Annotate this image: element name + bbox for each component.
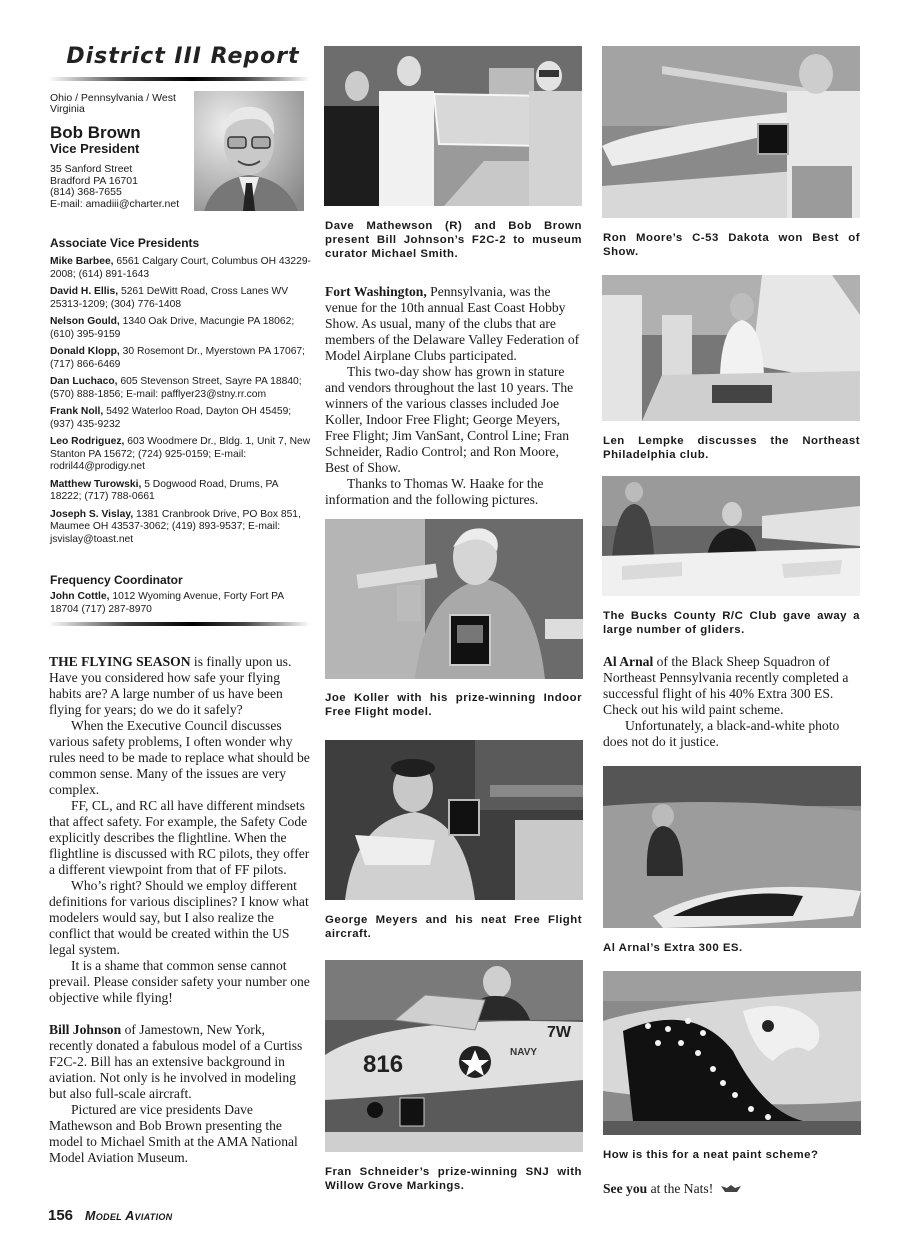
extra-300-photo: [603, 766, 861, 928]
lead-in: THE FLYING SEASON: [49, 654, 191, 669]
associate-entry: [50, 286, 312, 311]
associate-name: Donald Klopp,: [50, 346, 120, 357]
associate-entry: [50, 436, 312, 474]
caption: Al Arnal’s Extra 300 ES.: [603, 942, 743, 954]
vp-region: Ohio / Pennsylvania / West Virginia: [50, 92, 176, 115]
lead-in: Fort Washington,: [325, 284, 427, 299]
associate-name: Leo Rodriguez,: [50, 436, 125, 447]
george-meyers-photo: [325, 740, 583, 900]
paragraph: Pictured are vice presidents Dave Mathewson and Bob Brown presenting the model to Michael Smith at the AMA National Model Aviation Museum.: [49, 1102, 298, 1165]
vp-name: Bob Brown: [50, 123, 141, 142]
paragraph: Unfortunately, a black-and-white photo does not do it justice.: [603, 718, 840, 749]
paragraph: Who’s right? Should we employ different definitions for various disciplines? I know what modelers would say, but I also realize the conflict that would be created within the US legal system.: [49, 878, 309, 957]
frequency-name: John Cottle,: [50, 591, 110, 602]
lead-in: Bill Johnson: [49, 1022, 122, 1037]
associate-details: 6561 Calgary Court, Columbus OH 43229-2008; (614) 891-1643: [50, 256, 311, 280]
closing-text: at the Nats!: [647, 1181, 714, 1196]
associate-details: 5261 DeWitt Road, Cross Lanes WV 25313-1209; (304) 776-1408: [50, 286, 289, 310]
column3-article: [603, 654, 861, 750]
associate-name: Mike Barbee,: [50, 256, 114, 267]
paragraph: Thanks to Thomas W. Haake for the information and the following pictures.: [325, 476, 544, 507]
snj-model-photo: [325, 960, 583, 1152]
associates-list: [50, 256, 312, 551]
paragraph: When the Executive Council discusses various safety problems, I often wonder why rules need to be made to replace what should be common sense. Many of the issues are very complex.: [49, 718, 310, 797]
frequency-entry: [50, 591, 312, 616]
caption: Joe Koller with his prize-winning Indoor Free Flight model.: [325, 692, 582, 718]
page-title: District III Report: [66, 44, 300, 69]
column2-article: [325, 284, 583, 508]
caption: How is this for a neat paint scheme?: [603, 1149, 819, 1161]
associate-entry: [50, 256, 312, 281]
closing-lead: See you: [603, 1181, 648, 1196]
header-divider: [48, 77, 310, 81]
associate-name: Dan Luchaco,: [50, 376, 118, 387]
paragraph: [325, 284, 583, 364]
len-lempke-photo: [602, 275, 860, 421]
vp-portrait-photo: [194, 91, 304, 211]
associate-details: 5 Dogwood Road, Drums, PA 18222; (717) 788-0661: [50, 478, 278, 502]
vp-email: E-mail: amadiii@charter.net: [50, 197, 180, 210]
lead-in: Al Arnal: [603, 654, 654, 669]
svg-text:NAVY: NAVY: [510, 1047, 538, 1058]
associate-details: 5492 Waterloo Road, Dayton OH 45459; (937) 435-9232: [50, 406, 292, 430]
svg-text:816: 816: [363, 1051, 404, 1078]
associate-details: 1340 Oak Drive, Macungie PA 18062; (610) 395-9159: [50, 316, 295, 340]
associate-entry: [50, 316, 312, 341]
closing-line: [603, 1181, 861, 1198]
page-number: 156: [48, 1207, 74, 1224]
caption: Ron Moore’s C-53 Dakota won Best of Show.: [603, 232, 860, 258]
associate-name: Nelson Gould,: [50, 316, 120, 327]
associate-name: David H. Ellis,: [50, 286, 119, 297]
frequency-heading: Frequency Coordinator: [50, 573, 183, 587]
vp-phone: (814) 368-7655: [50, 186, 122, 198]
associate-name: Matthew Turowski,: [50, 478, 142, 490]
vp-street: 35 Sanford Street: [50, 163, 133, 175]
paragraph-text: Pennsylvania, was the venue for the 10th annual East Coast Hobby Show. As usual, many of the clubs that are members of the Delaware Valley Federation of Model Airplane Clubs participated.: [325, 284, 580, 363]
associate-details: 1381 Cranbrook Drive, PO Box 851, Maumee OH 43537-3062; (419) 893-9537; E-mail: jsvislay@toast.net: [50, 508, 301, 545]
svg-text:7W: 7W: [547, 1024, 571, 1041]
caption: George Meyers and his neat Free Flight aircraft.: [325, 914, 582, 940]
paragraph-text: is finally upon us. Have you considered how safe your flying habits are? A large number of us have been flying for years; do we do it safely?: [49, 654, 292, 717]
c53-dakota-photo: [602, 46, 860, 218]
museum-presentation-photo: [324, 46, 582, 206]
caption: Fran Schneider’s prize-winning SNJ with Willow Grove Markings.: [325, 1166, 582, 1192]
associate-name: Joseph S. Vislay,: [50, 508, 134, 520]
paragraph: [603, 654, 861, 718]
caption: The Bucks County R/C Club gave away a large number of gliders.: [603, 610, 860, 636]
vp-title: Vice President: [50, 141, 140, 156]
eagle-paint-scheme-photo: [603, 971, 861, 1135]
paragraph: [49, 1022, 311, 1102]
associate-entry: [50, 376, 312, 401]
paragraph: It is a shame that common sense cannot prevail. Please consider safety your number one objective while flying!: [49, 958, 310, 1005]
associate-entry: [50, 509, 312, 547]
paragraph-text: of the Black Sheep Squadron of Northeast Pennsylvania recently completed a successful flight of his 40% Extra 300 ES. Check out his wild paint scheme.: [603, 654, 849, 717]
section-divider: [48, 622, 310, 626]
vp-city: Bradford PA 16701: [50, 174, 138, 187]
associate-entry: [50, 406, 312, 431]
associate-entry: [50, 479, 312, 504]
paragraph: [49, 654, 311, 718]
associate-details: 603 Woodmere Dr., Bldg. 1, Unit 7, New Stanton PA 15672; (724) 925-0159; E-mail: rodril44@prodigy.net: [50, 436, 311, 472]
frequency-details: 1012 Wyoming Avenue, Forty Fort PA 18704 (717) 287-8970: [50, 591, 284, 615]
joe-koller-photo: [325, 519, 583, 679]
associate-name: Frank Noll,: [50, 406, 104, 417]
paragraph: FF, CL, and RC all have different mindsets that affect safety. For example, the Safety Code explicitly describes the flightline. When the flightline is discussed with RC pilots, they offer a different viewpoint from that of FF pilots.: [49, 798, 310, 877]
associate-entry: [50, 346, 312, 371]
paragraph-text: of Jamestown, New York, recently donated a fabulous model of a Curtiss F2C-2. Bill has an extensive background in aviation. Not only is he involved in modeling but also full-scale aircraft.: [49, 1022, 303, 1101]
associate-details: 30 Rosemont Dr., Myerstown PA 17067; (717) 866-6469: [50, 346, 306, 370]
vp-address: [50, 164, 179, 210]
magazine-name: Model Aviation: [85, 1209, 173, 1223]
paragraph: This two-day show has grown in stature and vendors throughout the last 10 years. The winners of the various classes included Joe Koller, Indoor Free Flight; George Meyers, Free Flight; Jim VanSant, Control Line; Fran Schneider, Radio Control; and Ron Moore, Best of Show.: [325, 364, 574, 475]
column1-article: [49, 654, 311, 1166]
bucks-county-club-photo: [602, 476, 860, 596]
associates-heading: Associate Vice Presidents: [50, 236, 200, 250]
caption: Len Lempke discusses the Northeast Philadelphia club.: [603, 435, 860, 461]
ama-logo-icon: [721, 1182, 741, 1198]
caption: Dave Mathewson (R) and Bob Brown present Bill Johnson’s F2C-2 to museum curator Michael Smith.: [325, 220, 582, 260]
associate-details: 605 Stevenson Street, Sayre PA 18840; (570) 888-1856; E-mail: pafflyer23@stny.rr.com: [50, 376, 302, 400]
